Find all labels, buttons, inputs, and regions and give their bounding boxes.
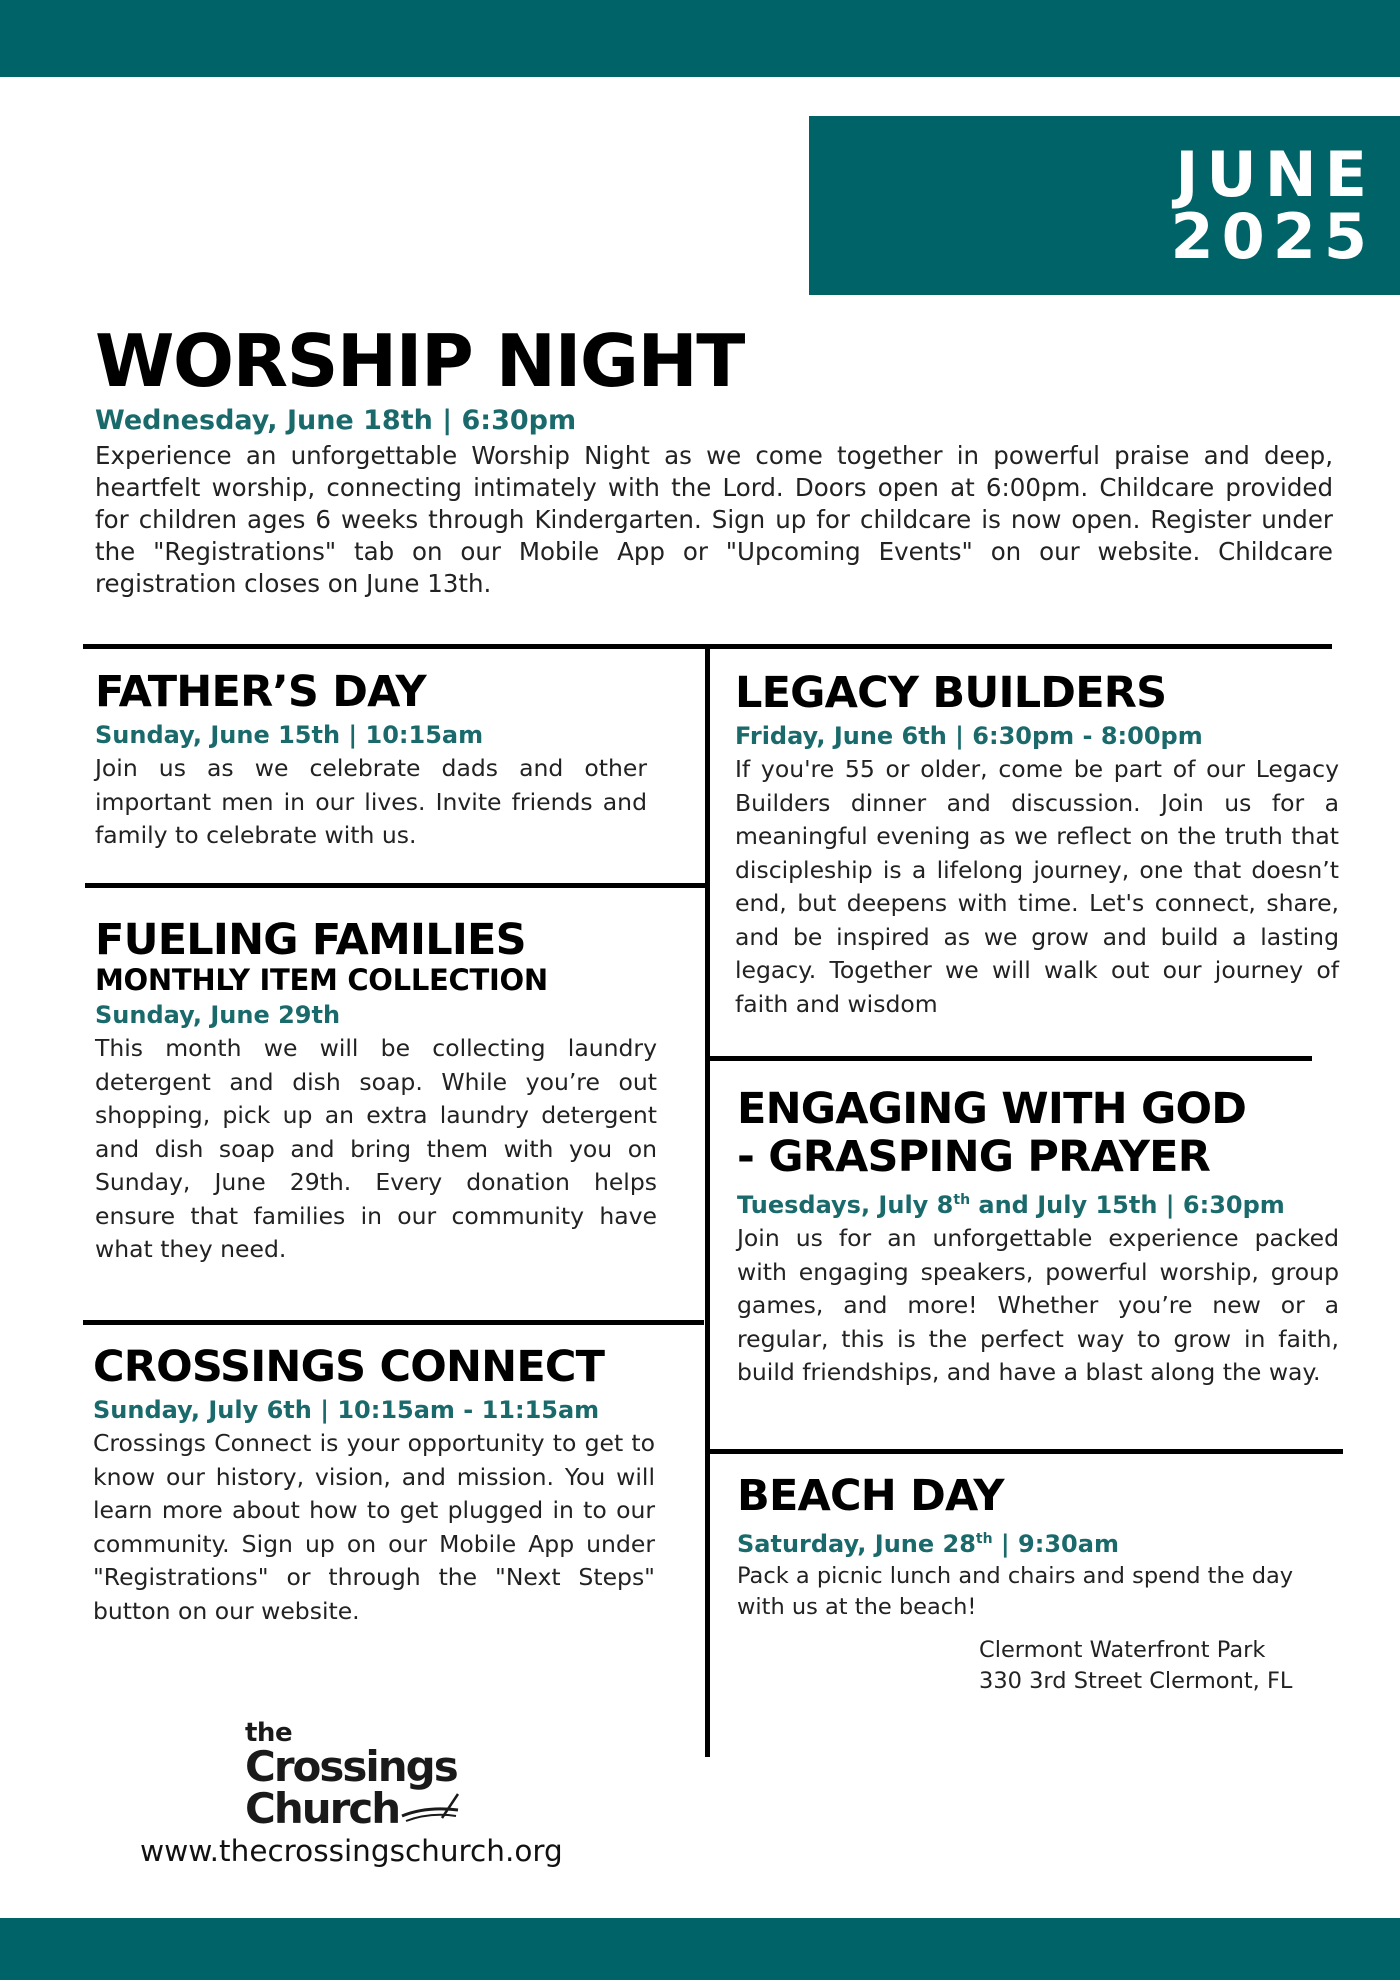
divider-right-2 [707,1449,1343,1454]
website-url: www.thecrossingschurch.org [140,1834,563,1868]
divider-center [705,644,710,1757]
legacy-builders-section [735,669,1339,1021]
top-band [0,0,1400,77]
worship-night-title: WORSHIP NIGHT [95,319,744,403]
divider-left-1 [85,883,707,888]
address-line-2: 330 3rd Street Clermont, FL [979,1668,1293,1694]
crossings-connect-title: CROSSINGS CONNECT [93,1342,605,1392]
beach-when-part-a: Saturday, June 28 [737,1530,976,1558]
fathers-day-when: Sunday, June 15th | 10:15am [95,721,484,749]
divider-right-1 [707,1056,1312,1061]
fathers-day-title: FATHER’S DAY [95,667,426,717]
legacy-builders-when: Friday, June 6th | 6:30pm - 8:00pm [735,722,1203,750]
legacy-builders-body: If you're 55 or older, come be part of our Legacy Builders dinner and discussion. Join us for a meaningful evening as we reflect on the truth that discipleship is a lifelong journey, one that doesn’t end, but deepens with time. Let's connect, share, and be inspired as we grow and build a lasting legacy. Together we will walk out our journey of faith and wisdom [735,755,1339,1018]
date-box [809,116,1400,295]
church-logo [245,1718,457,1833]
engaging-when-part-a: Tuesdays, July 8 [737,1191,954,1219]
bottom-band [0,1918,1400,1980]
beach-when-part-b: | 9:30am [992,1530,1119,1558]
crossings-connect-section [93,1343,655,1628]
engaging-body: Join us for an unforgettable experience packed with engaging speakers, powerful worship, group games, and more! Whether you’re new or a regular, this is the perfect way to grow in faith, build friendships, and have a blast along the way. [737,1224,1339,1386]
fueling-families-body: This month we will be collecting laundry detergent and dish soap. While you’re out shopping, pick up an extra laundry detergent and dish soap and bring them with you on Sunday, June 29th. Every donation helps ensure that families in our community have what they need. [95,1034,657,1263]
engaging-with-god-section [737,1085,1339,1390]
year-label: 2025 [1170,199,1375,273]
beach-day-title: BEACH DAY [737,1471,1004,1521]
fueling-families-subtitle: MONTHLY ITEM COLLECTION [95,963,548,997]
engaging-title-line1: ENGAGING WITH GOD [737,1084,1247,1134]
worship-night-when: Wednesday, June 18th | 6:30pm [95,405,577,436]
worship-night-section [95,319,1333,600]
logo-swoosh-icon [400,1788,462,1824]
fathers-day-body: Join us as we celebrate dads and other important men in our lives. Invite friends and family to celebrate with us. [95,754,647,849]
logo-crossings: Crossings [245,1742,457,1791]
beach-day-when [737,1524,1297,1559]
worship-night-body: Experience an unforgettable Worship Night as we come together in powerful praise and deep, heartfelt worship, connecting intimately with the Lord. Doors open at 6:00pm. Childcare provided for children ages 6 weeks through Kindergarten. Sign up for childcare is now open. Register under the "Registrations" tab on our Mobile App or "Upcoming Events" on our website. Childcare registration closes on June 13th. [95,441,1333,598]
address-line-1: Clermont Waterfront Park [979,1637,1266,1663]
divider-left-2 [83,1320,704,1325]
legacy-builders-title: LEGACY BUILDERS [735,668,1167,718]
month-label: JUNE [1175,137,1375,211]
crossings-connect-body: Crossings Connect is your opportunity to get to know our history, vision, and mission. You will learn more about how to get plugged in to our community. Sign up on our Mobile App under "Registrations" or through the "Next Steps" button on our website. [93,1429,655,1625]
logo-the: the [245,1718,293,1748]
beach-day-body: Pack a picnic lunch and chairs and spend the day with us at the beach! [737,1563,1294,1620]
fathers-day-section [95,668,647,853]
beach-day-address [979,1635,1292,1697]
fueling-families-title: FUELING FAMILIES [95,915,526,965]
engaging-when-part-b: and July 15th | 6:30pm [970,1191,1285,1219]
fueling-families-section [95,916,657,1267]
engaging-title-line2: - GRASPING PRAYER [737,1132,1211,1182]
crossings-connect-when: Sunday, July 6th | 10:15am - 11:15am [93,1396,600,1424]
beach-day-section [737,1472,1297,1623]
logo-church: Church [245,1784,400,1833]
engaging-when [737,1185,1339,1220]
beach-when-sup: th [975,1531,993,1547]
fueling-families-when: Sunday, June 29th [95,1001,341,1029]
engaging-when-sup: th [953,1192,971,1208]
